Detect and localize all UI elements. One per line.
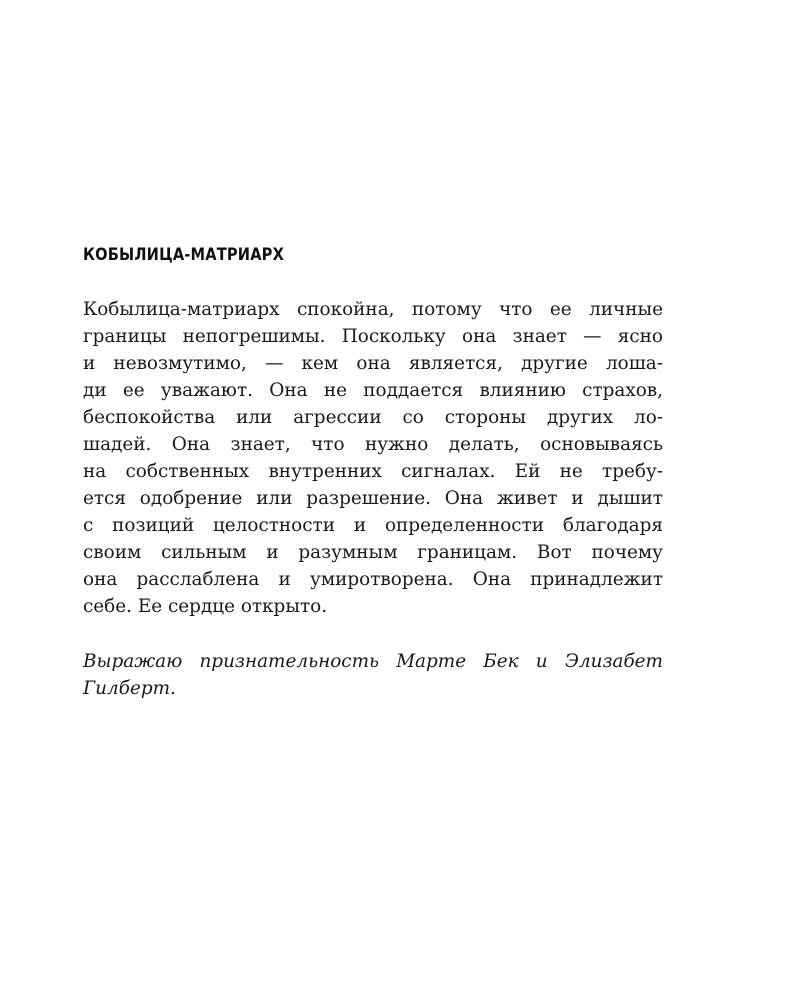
paragraph-line: себе. Ее сердце открыто. bbox=[83, 596, 328, 617]
paragraph-line: и невозмутимо, — кем она является, другие лоша- bbox=[83, 353, 663, 374]
paragraph-line: ди ее уважают. Она не поддается влиянию страхов, bbox=[83, 380, 663, 401]
acknowledgement-line: Гилберт. bbox=[83, 678, 176, 699]
paragraph-line: шадей. Она знает, что нужно делать, основываясь bbox=[83, 434, 663, 455]
body-paragraph bbox=[83, 296, 663, 620]
section-heading: КОБЫЛИЦА-МАТРИАРХ bbox=[83, 245, 285, 265]
paragraph-line: беспокойства или агрессии со стороны других ло- bbox=[83, 407, 663, 428]
paragraph-line: ется одобрение или разрешение. Она живет и дышит bbox=[83, 488, 663, 509]
acknowledgement bbox=[83, 648, 663, 702]
paragraph-line: с позиций целостности и определенности благодаря bbox=[83, 515, 663, 536]
paragraph-line: Кобылица-матриарх спокойна, потому что ее личные bbox=[83, 299, 663, 320]
paragraph-line: на собственных внутренних сигналах. Ей не требу- bbox=[83, 461, 663, 482]
acknowledgement-line: Выражаю признательность Марте Бек и Элизабет bbox=[83, 651, 663, 672]
paragraph-line: границы непогрешимы. Поскольку она знает — ясно bbox=[83, 326, 663, 347]
paragraph-line: она расслаблена и умиротворена. Она принадлежит bbox=[83, 569, 663, 590]
paragraph-line: своим сильным и разумным границам. Вот почему bbox=[83, 542, 663, 563]
